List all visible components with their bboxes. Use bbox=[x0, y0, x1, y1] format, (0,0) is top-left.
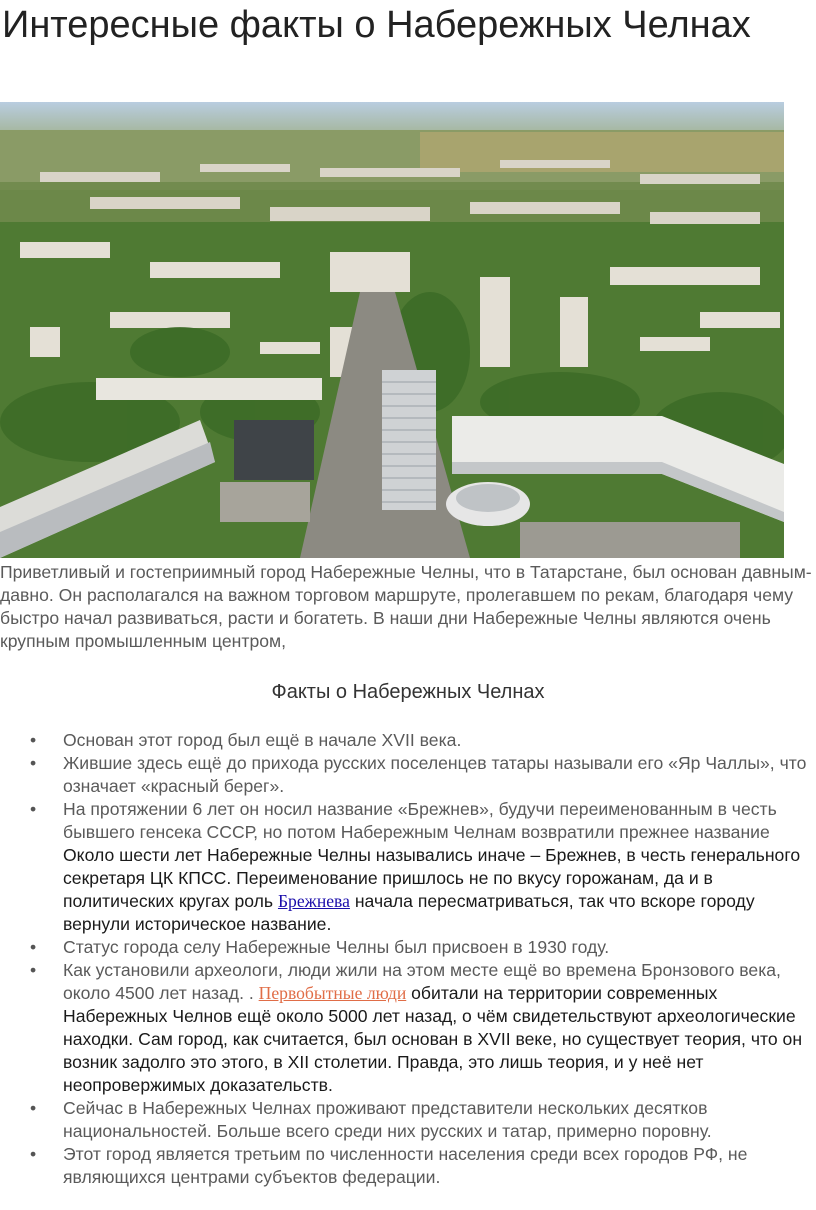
bullet-icon: • bbox=[30, 753, 37, 773]
bullet-icon: • bbox=[30, 960, 37, 980]
list-item: • На протяжении 6 лет он носил название «Брежнев», будучи переименованным в честь бывшего генсека СССР, но потом Набережным Челнам возвратили прежнее название Около шести лет Набережные Челны назывались иначе – Брежнев, в честь генерального секретаря ЦК КПСС. Переименование пришлось не по вкусу горожанам, да и в политических кругах роль Брежнева начала пересматриваться, так что вскоре городу вернули историческое название. bbox=[30, 799, 801, 934]
primitive-people-link[interactable]: Первобытные люди bbox=[258, 983, 407, 1003]
bullet-icon: • bbox=[30, 937, 37, 957]
list-item: • Как установили археологи, люди жили на этом месте ещё во времена Бронзового века, около 4500 лет назад. . Первобытные люди обитали на территории современных Набережных Челнов ещё около 5000 лет назад, о чём свидетельствуют археологические находки. Сам город, как считается, был основан в XVII веке, но существует теория, что он возник задолго это этого, в XII столетии. Правда, это лишь теория, и у неё нет неопровержимых доказательств. bbox=[30, 960, 803, 1095]
brezhnev-link[interactable]: Брежнева bbox=[277, 891, 350, 911]
bullet-icon: • bbox=[30, 1144, 37, 1164]
city-aerial-photo bbox=[0, 102, 784, 558]
list-item: • Основан этот город был ещё в начале XVII века. bbox=[30, 730, 462, 750]
list-item: • Жившие здесь ещё до прихода русских поселенцев татары называли его «Яр Чаллы», что означает «красный берег». bbox=[30, 753, 807, 796]
list-item: • Статус города селу Набережные Челны был присвоен в 1930 году. bbox=[30, 937, 610, 957]
page-title: Интересные факты о Набережных Челнах bbox=[2, 4, 751, 46]
bullet-icon: • bbox=[30, 799, 37, 819]
list-item: • Этот город является третьим по численности населения среди всех городов РФ, не являющихся центрами субъектов федерации. bbox=[30, 1144, 748, 1187]
intro-paragraph: Приветливый и гостеприимный город Набережные Челны, что в Татарстане, был основан давным-давно. Он располагался на важном торговом маршруте, пролегавшем по рекам, благодаря чему быстро начал развиваться, расти и богатеть. В наши дни Набережные Челны являются очень крупным промышленным центром, bbox=[0, 562, 812, 651]
bullet-icon: • bbox=[30, 1098, 37, 1118]
facts-heading: Факты о Набережных Челнах bbox=[271, 681, 545, 703]
facts-list bbox=[0, 729, 812, 1189]
list-item: • Сейчас в Набережных Челнах проживают представители нескольких десятков национальностей. Больше всего среди них русских и татар, примерно поровну. bbox=[30, 1098, 712, 1141]
bullet-icon: • bbox=[30, 730, 37, 750]
